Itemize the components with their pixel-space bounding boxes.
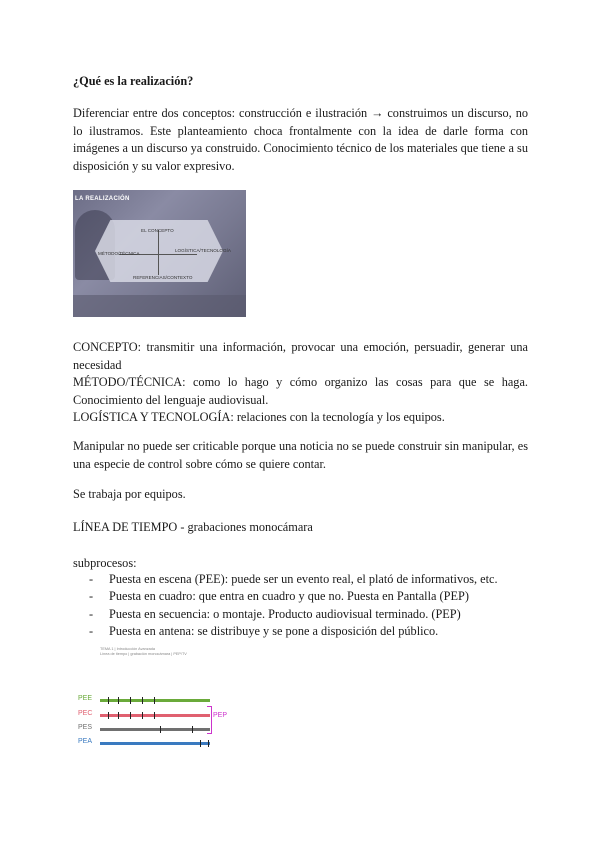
timeline-diagram — [78, 690, 238, 750]
realizacion-slide-image — [73, 190, 246, 317]
subprocesos-label: subprocesos: — [73, 556, 137, 570]
list-item: - Puesta en secuencia: o montaje. Producto audiovisual terminado. (PEP) — [89, 606, 529, 623]
list-item: - Puesta en cuadro: que entra en cuadro y que no. Puesta en Pantalla (PEP) — [89, 588, 529, 605]
timeline-marker — [118, 712, 119, 719]
pep-bracket — [207, 706, 212, 734]
timeline-bar-pec — [100, 714, 210, 717]
intro-paragraph: Diferenciar entre dos conceptos: construcción e ilustración → construimos un discurso, no lo ilustramos. Este planteamiento choca frontalmente con la idea de darle forma con imágenes a un discurso ya construido. Conocimiento técnico de los materiales que tiene a su disposición y su valor expresivo. — [73, 106, 528, 173]
timeline-marker — [142, 697, 143, 704]
pep-label: PEP — [213, 712, 228, 719]
timeline-marker — [108, 697, 109, 704]
timeline-bar-pes — [100, 728, 210, 731]
timeline-bar-pee — [100, 699, 210, 702]
diagram-left-label: MÉTODO/TÉCNICA — [98, 251, 140, 256]
timeline-row-label-pes: PES — [78, 724, 93, 731]
diagram-top-label: EL CONCEPTO — [141, 228, 174, 233]
timeline-marker — [108, 712, 109, 719]
diagram-bottom-label: REFERENCIAS/CONTEXTO — [133, 275, 193, 280]
page-title: ¿Qué es la realización? — [73, 74, 194, 88]
timeline-marker — [192, 726, 193, 733]
timeline-heading: LÍNEA DE TIEMPO - grabaciones monocámara — [73, 520, 313, 534]
timeline-marker — [154, 697, 155, 704]
diagram-vertical-axis — [158, 230, 159, 275]
timeline-row-label-pea: PEA — [78, 738, 93, 745]
timeline-marker — [160, 726, 161, 733]
manipular-paragraph: Manipular no puede ser criticable porque una noticia no se puede construir sin manipular, es una especie de control sobre cómo se quiere contar. — [73, 439, 528, 471]
timeline-marker — [154, 712, 155, 719]
timeline-marker — [130, 712, 131, 719]
timeline-row-label-pee: PEE — [78, 695, 93, 702]
timeline-caption-line: TEMA 1 | Introducción Avanzada — [100, 647, 155, 651]
timeline-marker — [200, 740, 201, 747]
timeline-marker — [118, 697, 119, 704]
timeline-caption-line: Línea de tiempo | grabación monocámara | PEP/TV — [100, 652, 187, 656]
slide-header: LA REALIZACIÓN — [75, 196, 130, 202]
logistics-definition: LOGÍSTICA Y TECNOLOGÍA: relaciones con la tecnología y los equipos. — [73, 410, 445, 424]
timeline-bar-pea — [100, 742, 210, 745]
method-definition: MÉTODO/TÉCNICA: como lo hago y cómo organizo las cosas para que se haga. Conocimiento del lenguaje audiovisual. — [73, 375, 528, 407]
timeline-row-label-pec: PEC — [78, 710, 93, 717]
equipos-paragraph: Se trabaja por equipos. — [73, 487, 186, 501]
timeline-marker — [130, 697, 131, 704]
slide-bottom-shadow — [73, 295, 246, 317]
concept-definition: CONCEPTO: transmitir una información, provocar una emoción, persuadir, generar una necesidad — [73, 340, 528, 372]
concepts-block — [73, 339, 528, 427]
list-item: - Puesta en escena (PEE): puede ser un evento real, el plató de informativos, etc. — [89, 571, 529, 588]
timeline-marker — [208, 740, 209, 747]
timeline-marker — [142, 712, 143, 719]
timeline-caption — [100, 647, 187, 657]
subprocesos-list — [89, 571, 529, 640]
list-item: - Puesta en antena: se distribuye y se pone a disposición del público. — [89, 623, 529, 640]
diagram-right-label: LOGÍSTICA/TECNOLOGÍA — [175, 248, 231, 253]
